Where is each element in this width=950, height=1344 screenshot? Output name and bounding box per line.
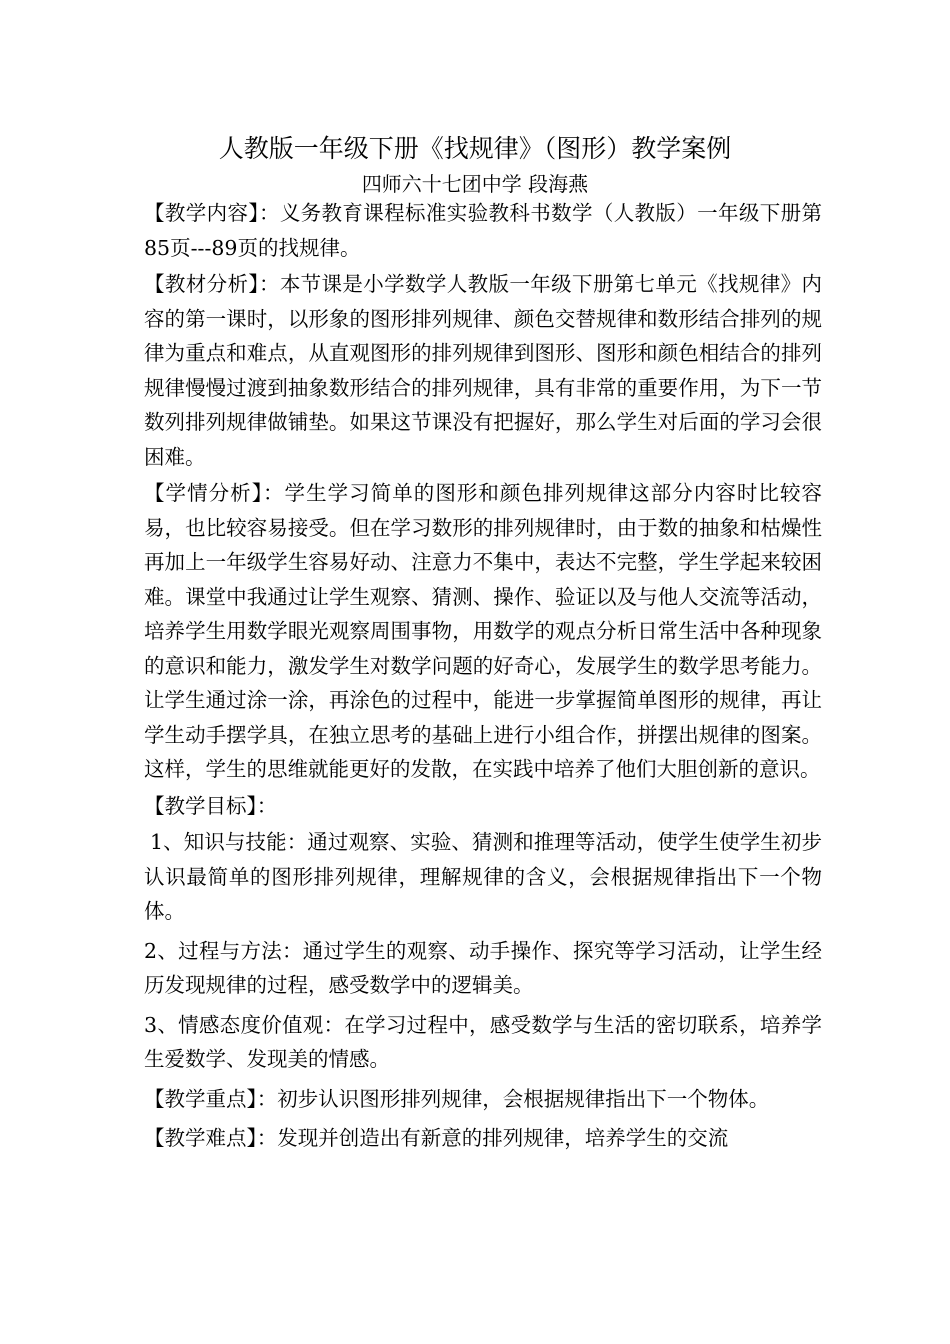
section-teaching-content: 【教学内容】：义务教育课程标准实验教科书数学（人教版）一年级下册第85页---89页的找规律。 bbox=[144, 201, 822, 260]
document-author: 四师六十七团中学 段海燕 bbox=[361, 172, 589, 196]
section-difficulty: 【教学难点】：发现并创造出有新意的排列规律，培养学生的交流 bbox=[144, 1126, 729, 1150]
goal-item-process: 2、过程与方法：通过学生的观察、动手操作、探究等学习活动，让学生经历发现规律的过程，感受数学中的逻辑美。 bbox=[144, 938, 822, 997]
goal-item-attitude: 3、情感态度价值观：在学习过程中，感受数学与生活的密切联系，培养学生爱数学、发现美的情感。 bbox=[144, 1012, 822, 1071]
section-key-point: 【教学重点】：初步认识图形排列规律，会根据规律指出下一个物体。 bbox=[144, 1086, 770, 1111]
section-student-analysis: 【学情分析】：学生学习简单的图形和颜色排列规律这部分内容时比较容易，也比较容易接受。但在学习数形的排列规律时，由于数的抽象和枯燥性再加上一年级学生容易好动、注意力不集中，表达不完整，学生学起来较困难。课堂中我通过让学生观察、猜测、操作、验证以及与他人交流等活动，培养学生用数学眼光观察周围事物，用数学的观点分析日常生活中各种现象的意识和能力，激发学生对数学问题的好奇心，发展学生的数学思考能力。让学生通过涂一涂，再涂色的过程中，能进一步掌握简单图形的规律，再让学生动手摆学具，在独立思考的基础上进行小组合作，拼摆出规律的图案。这样，学生的思维就能更好的发散，在实践中培养了他们大胆创新的意识。 bbox=[144, 481, 822, 781]
goal-item-knowledge: 1、知识与技能：通过观察、实验、猜测和推理等活动，使学生使学生初步认识最简单的图形排列规律，理解规律的含义，会根据规律指出下一个物体。 bbox=[144, 830, 822, 923]
section-material-analysis: 【教材分析】：本节课是小学数学人教版一年级下册第七单元《找规律》内容的第一课时，以形象的图形排列规律、颜色交替规律和数形结合排列的规律为重点和难点，从直观图形的排列规律到图形、图形和颜色相结合的排列规律慢慢过渡到抽象数形结合的排列规律，具有非常的重要作用，为下一节数列排列规律做铺垫。如果这节课没有把握好，那么学生对后面的学习会很困难。 bbox=[144, 272, 822, 469]
section-goals-heading: 【教学目标】： bbox=[144, 793, 278, 818]
document-body bbox=[144, 196, 822, 1158]
document-title: 人教版一年级下册《找规律》（图形）教学案例 bbox=[218, 134, 732, 163]
